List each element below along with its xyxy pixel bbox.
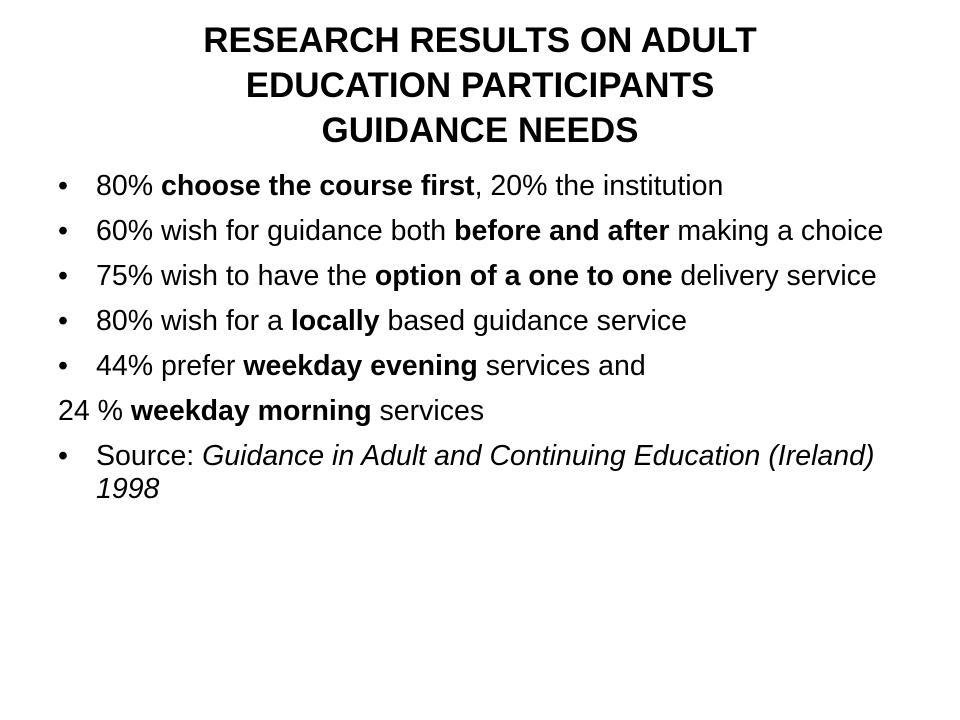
bullet-emphasis: weekday morning [130, 395, 372, 427]
bullet-item [58, 170, 918, 203]
bullet-text: making a choice [669, 215, 884, 247]
source-citation: Guidance in Adult and Continuing Education (Ireland) 1998 [96, 440, 875, 505]
bullet-item [58, 215, 918, 248]
title-line-2: EDUCATION PARTICIPANTS [245, 66, 715, 105]
slide-title [80, 18, 880, 153]
title-line-1: RESEARCH RESULTS ON ADULT [203, 21, 757, 60]
title-line-3: GUIDANCE NEEDS [321, 111, 639, 150]
bullet-dot-icon: • [58, 350, 68, 382]
bullet-emphasis: choose the course first [160, 170, 475, 202]
bullet-emphasis: weekday evening [243, 350, 478, 382]
bullet-dot-icon: • [58, 215, 68, 247]
bullet-dot-icon: • [58, 170, 68, 202]
bullet-text: 44% prefer [96, 350, 244, 382]
bullet-list [58, 170, 918, 518]
bullet-dot-icon: • [58, 260, 68, 292]
bullet-text: 80% wish for a [96, 305, 291, 337]
bullet-item [58, 350, 918, 383]
continuation-line [58, 395, 918, 428]
bullet-text: services and [477, 350, 646, 382]
bullet-emphasis: option of a one to one [374, 260, 673, 292]
bullet-text: 24 % [58, 395, 131, 427]
bullet-dot-icon: • [58, 305, 68, 337]
bullet-text: 80% [96, 170, 161, 202]
bullet-dot-icon: • [58, 440, 68, 472]
bullet-text: , 20% the institution [474, 170, 724, 202]
bullet-text: based guidance service [379, 305, 687, 337]
bullet-item [58, 305, 918, 338]
source-item [58, 440, 918, 506]
bullet-emphasis: before and after [454, 215, 670, 247]
source-label: Source: [96, 440, 203, 472]
bullet-emphasis: locally [290, 305, 380, 337]
bullet-text: 60% wish for guidance both [96, 215, 455, 247]
bullet-text: delivery service [672, 260, 877, 292]
bullet-text: 75% wish to have the [96, 260, 375, 292]
bullet-item [58, 260, 918, 293]
bullet-text: services [371, 395, 485, 427]
